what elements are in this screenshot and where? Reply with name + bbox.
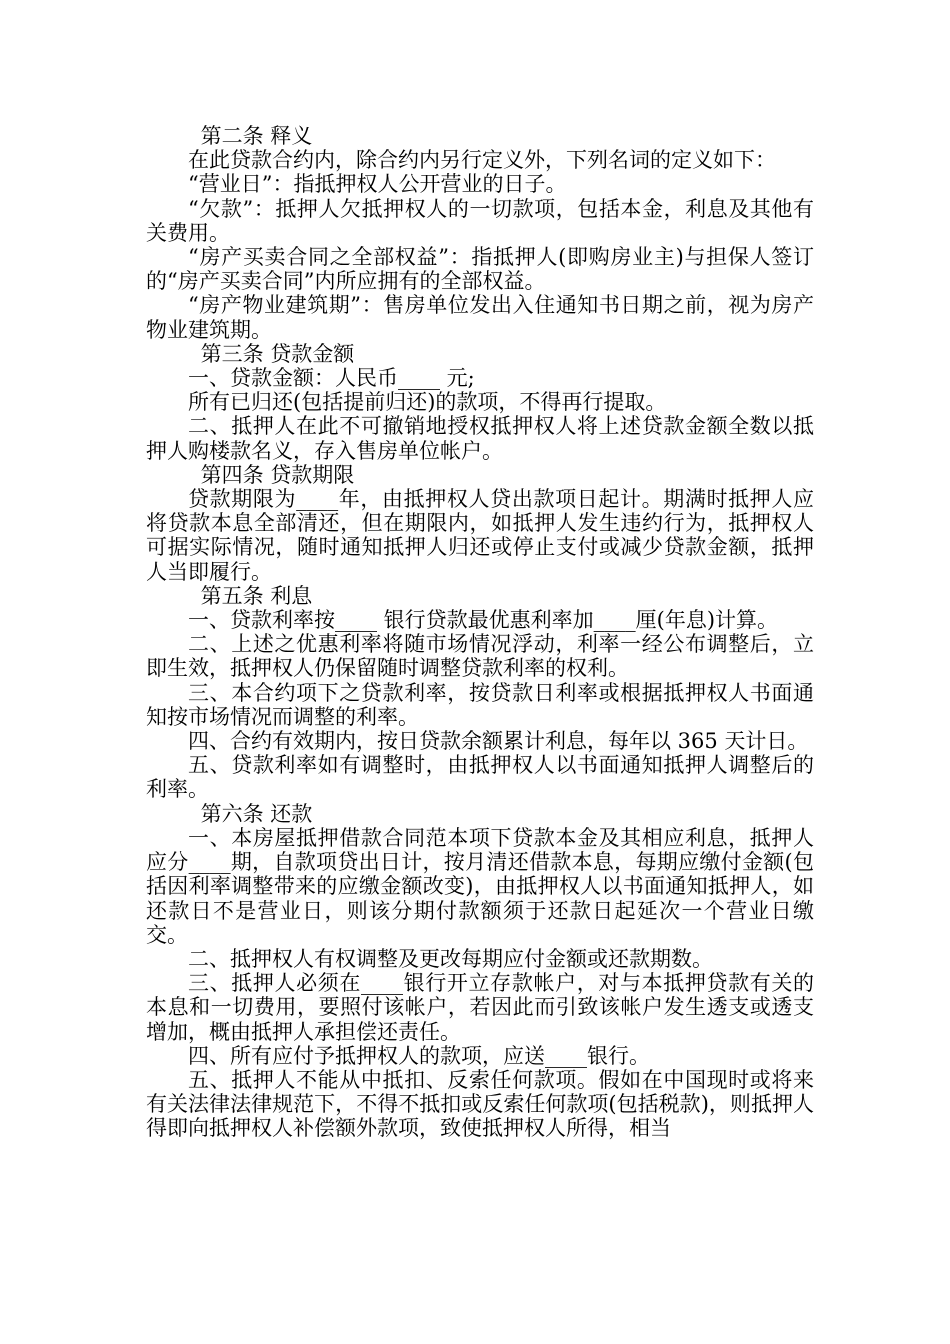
paragraph: 三、本合约项下之贷款利率，按贷款日利率或根据抵押权人书面通知按市场情况而调整的利率。 — [146, 680, 814, 729]
article-heading: 第二条 释义 — [200, 124, 313, 148]
article-heading: 第五条 利息 — [200, 583, 313, 608]
paragraph: “房产物业建筑期”：售房单位发出入住通知书日期之前，视为房产物业建筑期。 — [146, 293, 814, 342]
paragraph: “房产买卖合同之全部权益”：指抵押人(即购房业主)与担保人签订的“房产买卖合同”内所应拥有的全部权益。 — [146, 245, 814, 294]
paragraph: 二、抵押人在此不可撤销地授权抵押权人将上述贷款金额全数以抵押人购楼款名义，存入售房单位帐户。 — [146, 414, 814, 463]
paragraph: 二、上述之优惠利率将随市场情况浮动，利率一经公布调整后，立即生效，抵押权人仍保留随时调整贷款利率的权利。 — [146, 632, 814, 681]
paragraph: 三、抵押人必须在____银行开立存款帐户，对与本抵押贷款有关的本息和一切费用，要照付该帐户，若因此而引致该帐户发生透支或透支增加，概由抵押人承担偿还责任。 — [146, 971, 814, 1044]
paragraph: 在此贷款合约内，除合约内另行定义外，下列名词的定义如下： — [188, 148, 776, 173]
paragraph: 一、贷款金额：人民币____ 元; — [188, 366, 475, 391]
paragraph: 四、所有应付予抵押权人的款项，应送____银行。 — [188, 1043, 650, 1068]
document-body — [146, 124, 814, 1141]
paragraph: “营业日”：指抵押权人公开营业的日子。 — [188, 172, 567, 197]
paragraph: 一、贷款利率按____ 银行贷款最优惠利率加____厘(年息)计算。 — [188, 608, 779, 633]
article-heading: 第四条 贷款期限 — [200, 462, 355, 487]
article-heading: 第六条 还款 — [200, 801, 313, 826]
article-heading: 第三条 贷款金额 — [200, 341, 355, 366]
paragraph: 四、合约有效期内，按日贷款余额累计利息，每年以 365 天计日。 — [188, 729, 809, 754]
paragraph: 五、贷款利率如有调整时，由抵押权人以书面通知抵押人调整后的利率。 — [146, 753, 814, 802]
paragraph: 五、抵押人不能从中抵扣、反索任何款项。假如在中国现时或将来有关法律法律规范下，不得不抵扣或反索任何款项(包括税款)，则抵押人得即向抵押权人补偿额外款项，致使抵押权人所得，相当 — [146, 1067, 814, 1141]
paragraph: 贷款期限为____年，由抵押权人贷出款项日起计。期满时抵押人应将贷款本息全部清还，但在期限内，如抵押人发生违约行为，抵押权人可据实际情况，随时通知抵押人归还或停止支付或减少贷款金额，抵押人当即履行。 — [146, 487, 814, 584]
paragraph: 一、本房屋抵押借款合同范本项下贷款本金及其相应利息，抵押人应分____期，自款项贷出日计，按月清还借款本息，每期应缴付金额(包括因利率调整带来的应缴金额改变)，由抵押权人以书面通知抵押人，如还款日不是营业日，则该分期付款额须于还款日起延次一个营业日缴交。 — [146, 825, 814, 947]
paragraph: 所有已归还(包括提前归还)的款项，不得再行提取。 — [188, 390, 667, 415]
paragraph: 二、抵押权人有权调整及更改每期应付金额或还款期数。 — [188, 946, 713, 971]
paragraph: “欠款”：抵押人欠抵押权人的一切款项，包括本金，利息及其他有关费用。 — [146, 196, 814, 245]
